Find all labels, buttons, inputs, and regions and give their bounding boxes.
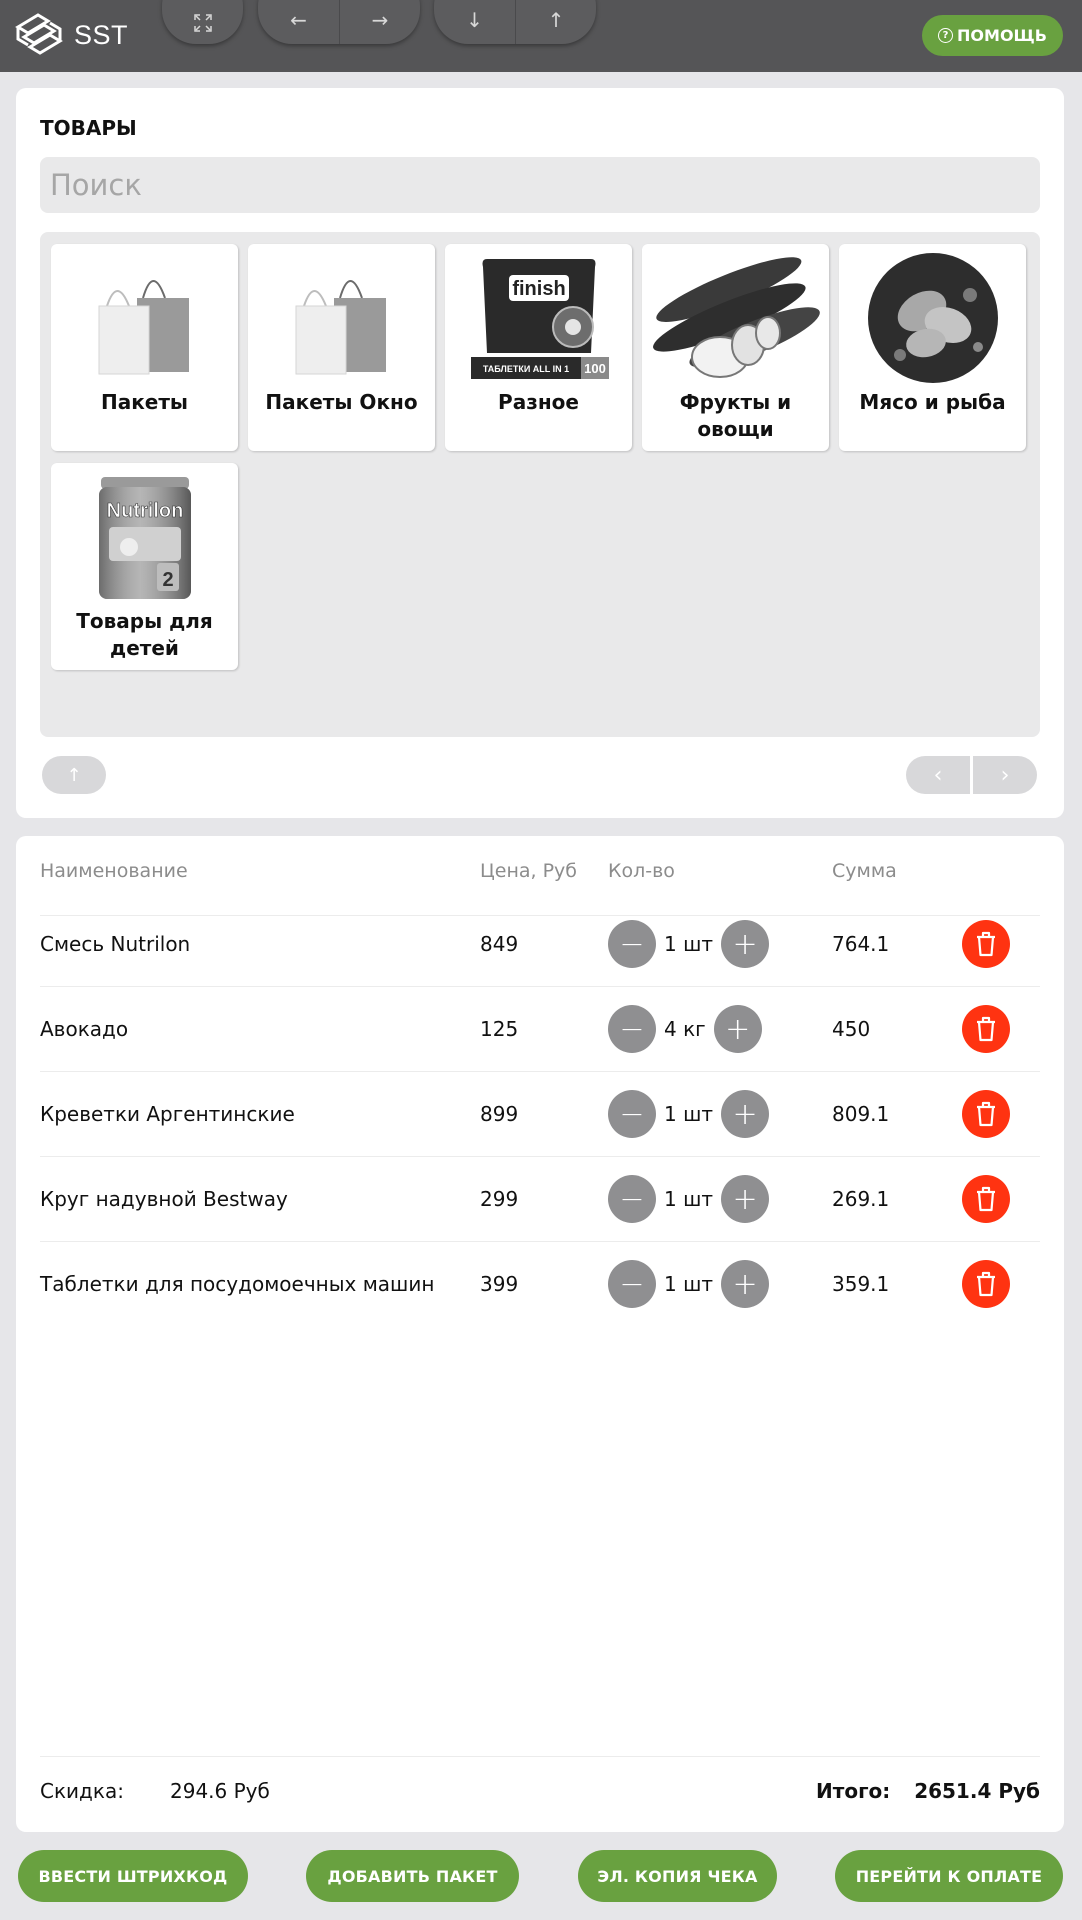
column-header-name: Наименование	[40, 860, 188, 882]
item-quantity: 4 кг	[664, 1017, 706, 1041]
category-grid	[40, 232, 1040, 737]
nav-up-button[interactable]: ↑	[515, 0, 596, 44]
increase-quantity-button[interactable]: +	[721, 1260, 769, 1308]
decrease-quantity-button[interactable]: −	[608, 920, 656, 968]
item-sum: 764.1	[832, 932, 890, 956]
next-page-button[interactable]: ›	[973, 756, 1037, 794]
nav-left-button[interactable]: ←	[290, 8, 307, 32]
package-band-text: ТАБЛЕТКИ ALL IN 1	[482, 364, 569, 374]
increase-quantity-button[interactable]: +	[714, 1005, 762, 1053]
decrease-quantity-button[interactable]: −	[608, 1175, 656, 1223]
item-sum: 809.1	[832, 1102, 890, 1126]
decrease-quantity-button[interactable]: −	[608, 1005, 656, 1053]
category-tile-kids[interactable]	[51, 463, 238, 670]
catalog-panel	[16, 88, 1064, 818]
cucumbers-image	[648, 252, 823, 384]
cart-row	[40, 1242, 1040, 1327]
add-bag-button[interactable]: ДОБАВИТЬ ПАКЕТ	[306, 1850, 519, 1902]
increase-quantity-button[interactable]: +	[721, 1090, 769, 1138]
category-label: Пакеты	[100, 390, 189, 414]
item-name: Авокадо	[40, 1017, 129, 1041]
quantity-stepper	[608, 1175, 769, 1223]
top-bar	[0, 0, 1082, 72]
trash-icon	[975, 1186, 997, 1212]
category-label: Разное	[498, 390, 579, 414]
logo-text: SST	[74, 19, 129, 50]
meat-plate-image	[857, 252, 1008, 384]
cart-row	[40, 1157, 1040, 1242]
logo	[14, 6, 128, 64]
category-tile-misc[interactable]	[445, 244, 632, 451]
shopping-bags-image	[266, 252, 417, 384]
help-label: ПОМОЩЬ	[957, 26, 1047, 45]
horizontal-nav-group	[258, 0, 420, 44]
item-sum: 450	[832, 1017, 871, 1041]
item-price: 899	[480, 1102, 519, 1126]
column-header-sum: Сумма	[832, 860, 897, 882]
item-name: Смесь Nutrilon	[40, 932, 191, 956]
delete-item-button[interactable]	[962, 920, 1010, 968]
delete-item-button[interactable]	[962, 1260, 1010, 1308]
total-label: Итого:	[816, 1779, 891, 1803]
item-price: 849	[480, 932, 519, 956]
item-quantity: 1 шт	[664, 1272, 714, 1296]
receipt-copy-button[interactable]: ЭЛ. КОПИЯ ЧЕКА	[578, 1850, 777, 1902]
checkout-button[interactable]: ПЕРЕЙТИ К ОПЛАТЕ	[835, 1850, 1063, 1902]
search-input[interactable]	[40, 157, 1040, 213]
package-number-text: 2	[161, 569, 174, 591]
totals-divider	[40, 1756, 1040, 1757]
pager	[906, 756, 1037, 794]
category-label: Товары для детей	[76, 609, 213, 660]
trash-icon	[975, 1101, 997, 1127]
delete-item-button[interactable]	[962, 1090, 1010, 1138]
increase-quantity-button[interactable]: +	[721, 920, 769, 968]
item-price: 125	[480, 1017, 519, 1041]
category-tile-meat-fish[interactable]	[839, 244, 1026, 451]
column-header-qty: Кол-во	[608, 860, 675, 882]
category-tile-fruits-vegetables[interactable]	[642, 244, 829, 451]
help-icon: ?	[938, 28, 953, 43]
increase-quantity-button[interactable]: +	[721, 1175, 769, 1223]
vertical-nav-group	[434, 0, 596, 44]
delete-item-button[interactable]	[962, 1175, 1010, 1223]
cart-row	[40, 1072, 1040, 1157]
category-tile-bags[interactable]	[51, 244, 238, 451]
delete-item-button[interactable]	[962, 1005, 1010, 1053]
baby-formula-image	[69, 471, 220, 603]
item-quantity: 1 шт	[664, 1102, 714, 1126]
nav-down-button[interactable]: ↓	[466, 8, 483, 32]
item-name: Креветки Аргентинские	[40, 1102, 295, 1126]
quantity-stepper	[608, 920, 769, 968]
category-label: Мясо и рыба	[859, 390, 1006, 414]
enter-barcode-button[interactable]: ВВЕСТИ ШТРИХКОД	[18, 1850, 248, 1902]
trash-icon	[975, 1016, 997, 1042]
quantity-stepper	[608, 1005, 762, 1053]
quantity-stepper	[608, 1090, 769, 1138]
category-tile-bags-window[interactable]	[248, 244, 435, 451]
cart-panel	[16, 836, 1064, 1832]
item-name: Круг надувной Bestway	[40, 1187, 288, 1211]
shopping-bags-image	[69, 252, 220, 384]
expand-icon	[194, 14, 212, 32]
nav-right-button[interactable]: →	[339, 0, 420, 44]
item-price: 399	[480, 1272, 519, 1296]
scroll-up-button[interactable]: ↑	[42, 756, 106, 794]
package-brand-text: finish	[511, 278, 566, 300]
prev-page-button[interactable]: ‹	[906, 756, 970, 794]
logo-icon	[14, 7, 70, 63]
discount-label: Скидка:	[40, 1779, 124, 1803]
dishwasher-tablets-image	[463, 252, 614, 384]
item-sum: 269.1	[832, 1187, 890, 1211]
category-label: Фрукты и овощи	[679, 390, 792, 441]
item-sum: 359.1	[832, 1272, 890, 1296]
cart-row	[40, 987, 1040, 1072]
fullscreen-button-group	[162, 0, 243, 44]
category-label: Пакеты Окно	[265, 390, 418, 414]
package-count-text: 100	[583, 361, 606, 376]
item-quantity: 1 шт	[664, 932, 714, 956]
item-quantity: 1 шт	[664, 1187, 714, 1211]
fullscreen-button[interactable]	[162, 0, 243, 44]
decrease-quantity-button[interactable]: −	[608, 1260, 656, 1308]
help-button[interactable]	[922, 15, 1063, 56]
item-price: 299	[480, 1187, 519, 1211]
quantity-stepper	[608, 1260, 769, 1308]
item-name: Таблетки для посудомоечных машин	[40, 1272, 435, 1296]
trash-icon	[975, 1271, 997, 1297]
column-header-price: Цена, Руб	[480, 860, 578, 882]
package-brand-text: Nutrilon	[106, 500, 183, 522]
decrease-quantity-button[interactable]: −	[608, 1090, 656, 1138]
catalog-title: ТОВАРЫ	[40, 116, 137, 140]
trash-icon	[975, 931, 997, 957]
discount-value: 294.6 Руб	[170, 1779, 270, 1803]
total-value: 2651.4 Руб	[914, 1779, 1040, 1803]
cart-row	[40, 902, 1040, 987]
